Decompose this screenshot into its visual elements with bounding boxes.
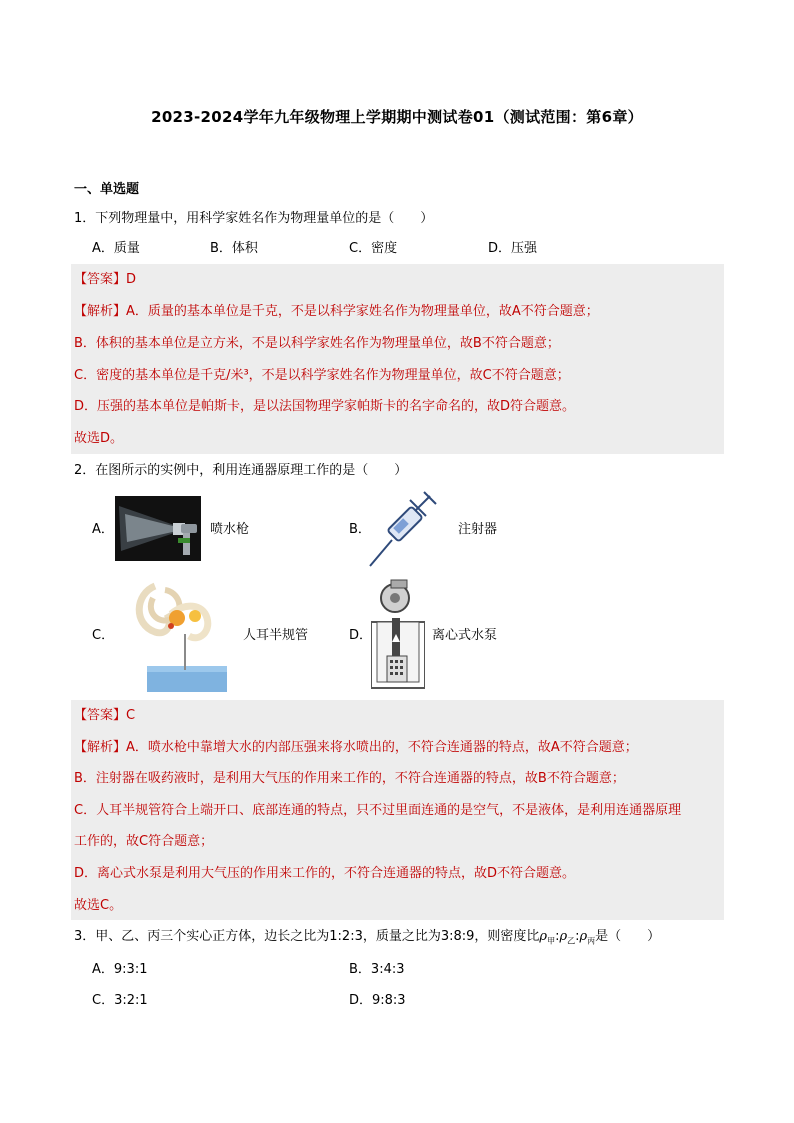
q2-analysis-line: 故选C。 bbox=[74, 898, 123, 913]
q1-option-d: D．压强 bbox=[488, 241, 538, 256]
question-3-stem bbox=[74, 928, 660, 951]
q3-option-d: D．9:8:3 bbox=[349, 993, 406, 1008]
q2-option-c-label: 人耳半规管 bbox=[243, 628, 309, 643]
q2-analysis-line: C．人耳半规管符合上端开口、底部连通的特点，只不过里面连通的是空气，不是液体，是利用连通器原理 bbox=[74, 803, 682, 818]
q1-answer-box bbox=[71, 264, 724, 454]
q2-option-a-letter: A． bbox=[92, 522, 114, 537]
q1-analysis-line: B．体积的基本单位是立方米，不是以科学家姓名作为物理量单位，故B不符合题意； bbox=[74, 336, 560, 351]
q2-analysis-line: B．注射器在吸药液时，是利用大气压的作用来工作的，不符合连通器的特点，故B不符合题意； bbox=[74, 771, 625, 786]
q3-option-a: A．9:3:1 bbox=[92, 962, 148, 977]
q2-option-b-letter: B． bbox=[349, 522, 371, 537]
q3-option-c: C．3:2:1 bbox=[92, 993, 148, 1008]
spray-gun-image bbox=[115, 496, 201, 561]
q3-option-b: B．3:4:3 bbox=[349, 962, 405, 977]
inner-ear-model-image bbox=[115, 574, 227, 694]
q1-option-b: B．体积 bbox=[210, 241, 258, 256]
q1-answer: 【答案】D bbox=[74, 272, 137, 287]
q2-option-b-label: 注射器 bbox=[458, 522, 498, 537]
question-1-stem: 1．下列物理量中，用科学家姓名作为物理量单位的是（ ） bbox=[74, 211, 434, 226]
rho-subscript: 甲 bbox=[547, 936, 556, 946]
ratio-colon: : bbox=[555, 929, 560, 944]
q2-option-a-label: 喷水枪 bbox=[210, 522, 250, 537]
q1-option-a: A．质量 bbox=[92, 241, 140, 256]
q1-analysis-line: D．压强的基本单位是帕斯卡，是以法国物理学家帕斯卡的名字命名的，故D符合题意。 bbox=[74, 399, 576, 414]
rho-symbol: ρ bbox=[559, 929, 568, 944]
q2-answer: 【答案】C bbox=[74, 708, 136, 723]
q2-option-d-letter: D． bbox=[349, 628, 373, 643]
q1-option-c: C．密度 bbox=[349, 241, 398, 256]
q3-stem-end: 是（ ） bbox=[595, 929, 661, 944]
rho-subscript: 乙 bbox=[567, 936, 576, 946]
q2-analysis-line: D．离心式水泵是利用大气压的作用来工作的，不符合连通器的特点，故D不符合题意。 bbox=[74, 866, 576, 881]
q1-analysis-line: 故选D。 bbox=[74, 431, 124, 446]
rho-symbol: ρ bbox=[579, 929, 588, 944]
q2-option-d-label: 离心式水泵 bbox=[432, 628, 498, 643]
syringe-image bbox=[366, 488, 442, 570]
centrifugal-pump-image bbox=[371, 578, 425, 690]
rho-subscript: 丙 bbox=[587, 936, 596, 946]
q2-analysis-line: 工作的，故C符合题意； bbox=[74, 834, 214, 849]
section-heading: 一、单选题 bbox=[74, 182, 140, 197]
question-2-stem: 2．在图所示的实例中，利用连通器原理工作的是（ ） bbox=[74, 463, 408, 478]
q2-option-c-letter: C． bbox=[92, 628, 115, 643]
page-title: 2023-2024学年九年级物理上学期期中测试卷01（测试范围：第6章） bbox=[151, 108, 643, 126]
q1-analysis-line: 【解析】A．质量的基本单位是千克，不是以科学家姓名作为物理量单位，故A不符合题意； bbox=[74, 304, 599, 319]
q1-analysis-line: C．密度的基本单位是千克/米³，不是以科学家姓名作为物理量单位，故C不符合题意； bbox=[74, 368, 570, 383]
ratio-colon: : bbox=[575, 929, 580, 944]
q3-stem-text: 3．甲、乙、丙三个实心正方体，边长之比为1:2:3，质量之比为3:8:9，则密度比 bbox=[74, 929, 540, 944]
q2-analysis-line: 【解析】A．喷水枪中靠增大水的内部压强来将水喷出的，不符合连通器的特点，故A不符合题意； bbox=[74, 740, 638, 755]
rho-symbol: ρ bbox=[539, 929, 548, 944]
